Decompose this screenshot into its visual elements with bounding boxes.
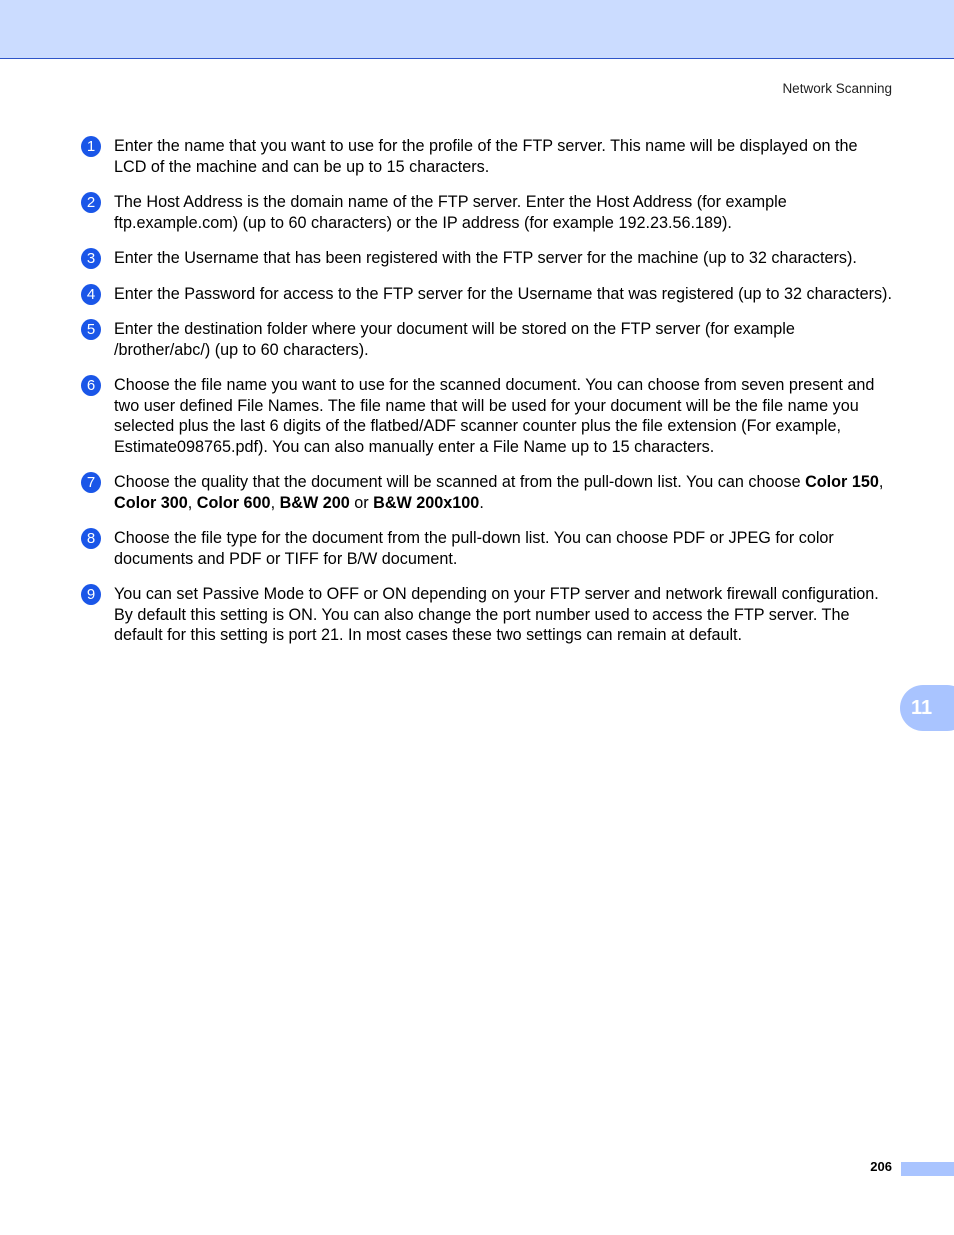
step-item [80,248,892,269]
bold-option-text: Color 150 [805,473,879,491]
step-text-run: , [270,493,280,512]
step-text [114,320,795,359]
step-number-badge: 8 [81,528,101,549]
step-text-run: , [878,473,884,491]
step-item [80,584,892,646]
chapter-number-tab: 11 [900,685,954,731]
step-text [114,376,874,456]
step-text-run: Enter the Password for access to the FTP server for the Username that was registered (up to 32 characters). [114,284,892,303]
page-number: 206 [870,1159,892,1174]
step-item [80,528,892,569]
bold-option-text: Color 300 [114,493,188,512]
bold-option-text: B&W 200 [279,493,350,512]
step-number-badge: 6 [81,375,101,396]
step-text-run: Enter the name that you want to use for the profile of the FTP server. This name will be displayed on the LCD of the machine and can be up to 15 characters. [114,137,858,176]
top-header-band [0,0,954,59]
step-text [114,585,879,644]
step-text-run: or [349,493,374,512]
step-text-run: Enter the destination folder where your document will be stored on the FTP server (for example /brother/abc/) (up to 60 characters). [114,320,795,359]
step-text-run: The Host Address is the domain name of the FTP server. Enter the Host Address (for example ftp.example.com) (up to 60 characters) or the IP address (for example 192.23.56.189). [114,193,787,232]
page-number-bar [901,1162,954,1176]
step-text-run: Choose the quality that the document will be scanned at from the pull-down list. You can choose [114,473,806,491]
step-text-run: . [479,493,484,512]
section-title: Network Scanning [782,81,892,96]
step-item [80,284,892,305]
step-number-badge: 3 [81,248,101,269]
step-number-badge: 5 [81,319,101,340]
step-number-badge: 2 [81,192,101,213]
step-text [114,473,883,512]
step-text-run: Choose the file type for the document from the pull-down list. You can choose PDF or JPEG for color documents and PDF or TIFF for B/W document. [114,529,834,568]
step-text [114,193,787,232]
bold-option-text: B&W 200x100 [373,493,480,512]
step-item [80,192,892,233]
step-item [80,375,892,457]
step-text [114,285,892,303]
step-text-run: You can set Passive Mode to OFF or ON depending on your FTP server and network firewall configuration. By default this setting is ON. You can also change the port number used to access the FTP server. The default for this setting is port 21. In most cases these two settings can remain at default. [114,585,879,644]
step-item [80,136,892,177]
step-text [114,249,857,267]
step-text-run: Enter the Username that has been registered with the FTP server for the machine (up to 32 characters). [114,249,857,267]
bold-option-text: Color 600 [196,493,271,512]
step-number-badge: 4 [81,284,101,305]
step-list [80,136,892,661]
step-number-badge: 9 [81,584,101,605]
step-text [114,529,834,568]
step-text-run: , [187,493,197,512]
step-number-badge: 1 [81,136,101,157]
step-text [114,137,858,176]
step-number-badge: 7 [81,472,101,493]
step-item [80,319,892,360]
step-item [80,472,892,513]
step-text-run: Choose the file name you want to use for the scanned document. You can choose from seven present and two user defined File Names. The file name that will be used for your document will be the file name you selected plus the last 6 digits of the flatbed/ADF scanner counter plus the file extension (For example, Estimate098765.pdf). You can also manually enter a File Name up to 15 characters. [114,376,875,456]
